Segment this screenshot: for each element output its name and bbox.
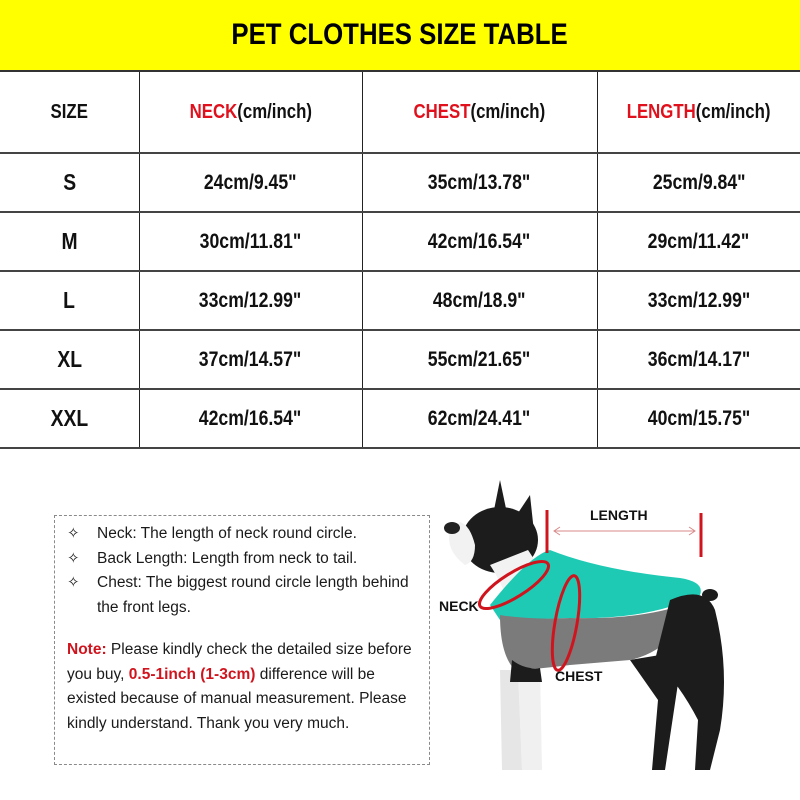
length-cell xyxy=(597,271,800,330)
chest-value: 62cm/24.41" xyxy=(428,406,531,430)
length-value: 25cm/9.84" xyxy=(652,170,746,194)
chest-cell xyxy=(362,271,597,330)
chest-label: CHEST xyxy=(555,668,603,684)
length-value: 33cm/12.99" xyxy=(647,288,751,312)
length-cell xyxy=(597,153,800,212)
neck-value: 30cm/11.81" xyxy=(199,229,302,253)
neck-label: NECK xyxy=(439,598,479,614)
size-cell xyxy=(0,330,139,389)
chest-value: 42cm/16.54" xyxy=(428,229,531,253)
neck-value: 33cm/12.99" xyxy=(199,288,302,312)
list-item: ✧ Neck: The length of neck round circle. xyxy=(67,522,421,547)
table-row xyxy=(0,212,800,271)
chest-cell xyxy=(362,389,597,448)
neck-cell xyxy=(139,330,362,389)
chest-value: 35cm/13.78" xyxy=(428,170,531,194)
header-length: LENGTH(cm/inch) xyxy=(597,72,800,153)
header-neck: NECK(cm/inch) xyxy=(139,72,362,153)
dog-measurement-figure xyxy=(430,470,800,800)
size-cell xyxy=(0,389,139,448)
note-paragraph: Note: Please kindly check the detailed size before you buy, 0.5-1inch (1-3cm) difference will be existed because of manual measurement. Please kindly understand. Thank you very much. xyxy=(67,641,412,732)
header-chest: CHEST(cm/inch) xyxy=(362,72,597,153)
neck-cell xyxy=(139,389,362,448)
chest-cell xyxy=(362,212,597,271)
chest-value: 55cm/21.65" xyxy=(428,347,531,371)
table-row xyxy=(0,153,800,212)
measurement-notes xyxy=(54,515,430,765)
size-cell xyxy=(0,271,139,330)
length-cell xyxy=(597,212,800,271)
length-label: LENGTH xyxy=(590,507,648,523)
length-cell xyxy=(597,389,800,448)
page-title: PET CLOTHES SIZE TABLE xyxy=(231,18,569,51)
chest-cell xyxy=(362,330,597,389)
length-value: 29cm/11.42" xyxy=(647,229,750,253)
neck-cell xyxy=(139,271,362,330)
list-item: ✧ Back Length: Length from neck to tail. xyxy=(67,547,421,572)
size-cell xyxy=(0,153,139,212)
chest-cell xyxy=(362,153,597,212)
length-value: 36cm/14.17" xyxy=(647,347,751,371)
neck-cell xyxy=(139,153,362,212)
list-item: ✧ Chest: The biggest round circle length behind the front legs. xyxy=(67,571,421,620)
size-table xyxy=(0,72,800,449)
size-value: XXL xyxy=(50,405,89,431)
table-header-row xyxy=(0,72,800,153)
chest-value: 48cm/18.9" xyxy=(433,288,526,312)
table-row xyxy=(0,271,800,330)
diamond-bullet-icon: ✧ xyxy=(67,549,80,567)
diamond-bullet-icon: ✧ xyxy=(67,574,80,591)
title-banner xyxy=(0,0,800,72)
neck-value: 37cm/14.57" xyxy=(199,347,302,371)
neck-value: 24cm/9.45" xyxy=(204,170,297,194)
table-row xyxy=(0,389,800,448)
neck-value: 42cm/16.54" xyxy=(199,406,302,430)
length-cell xyxy=(597,330,800,389)
size-value: XL xyxy=(56,346,82,372)
header-size: SIZE xyxy=(0,72,139,153)
table-row xyxy=(0,330,800,389)
length-value: 40cm/15.75" xyxy=(647,406,751,430)
size-value: L xyxy=(63,287,76,313)
size-cell xyxy=(0,212,139,271)
diamond-bullet-icon: ✧ xyxy=(67,525,80,542)
measurement-definitions xyxy=(67,522,421,620)
size-value: S xyxy=(62,169,76,195)
neck-cell xyxy=(139,212,362,271)
size-value: M xyxy=(61,228,78,254)
